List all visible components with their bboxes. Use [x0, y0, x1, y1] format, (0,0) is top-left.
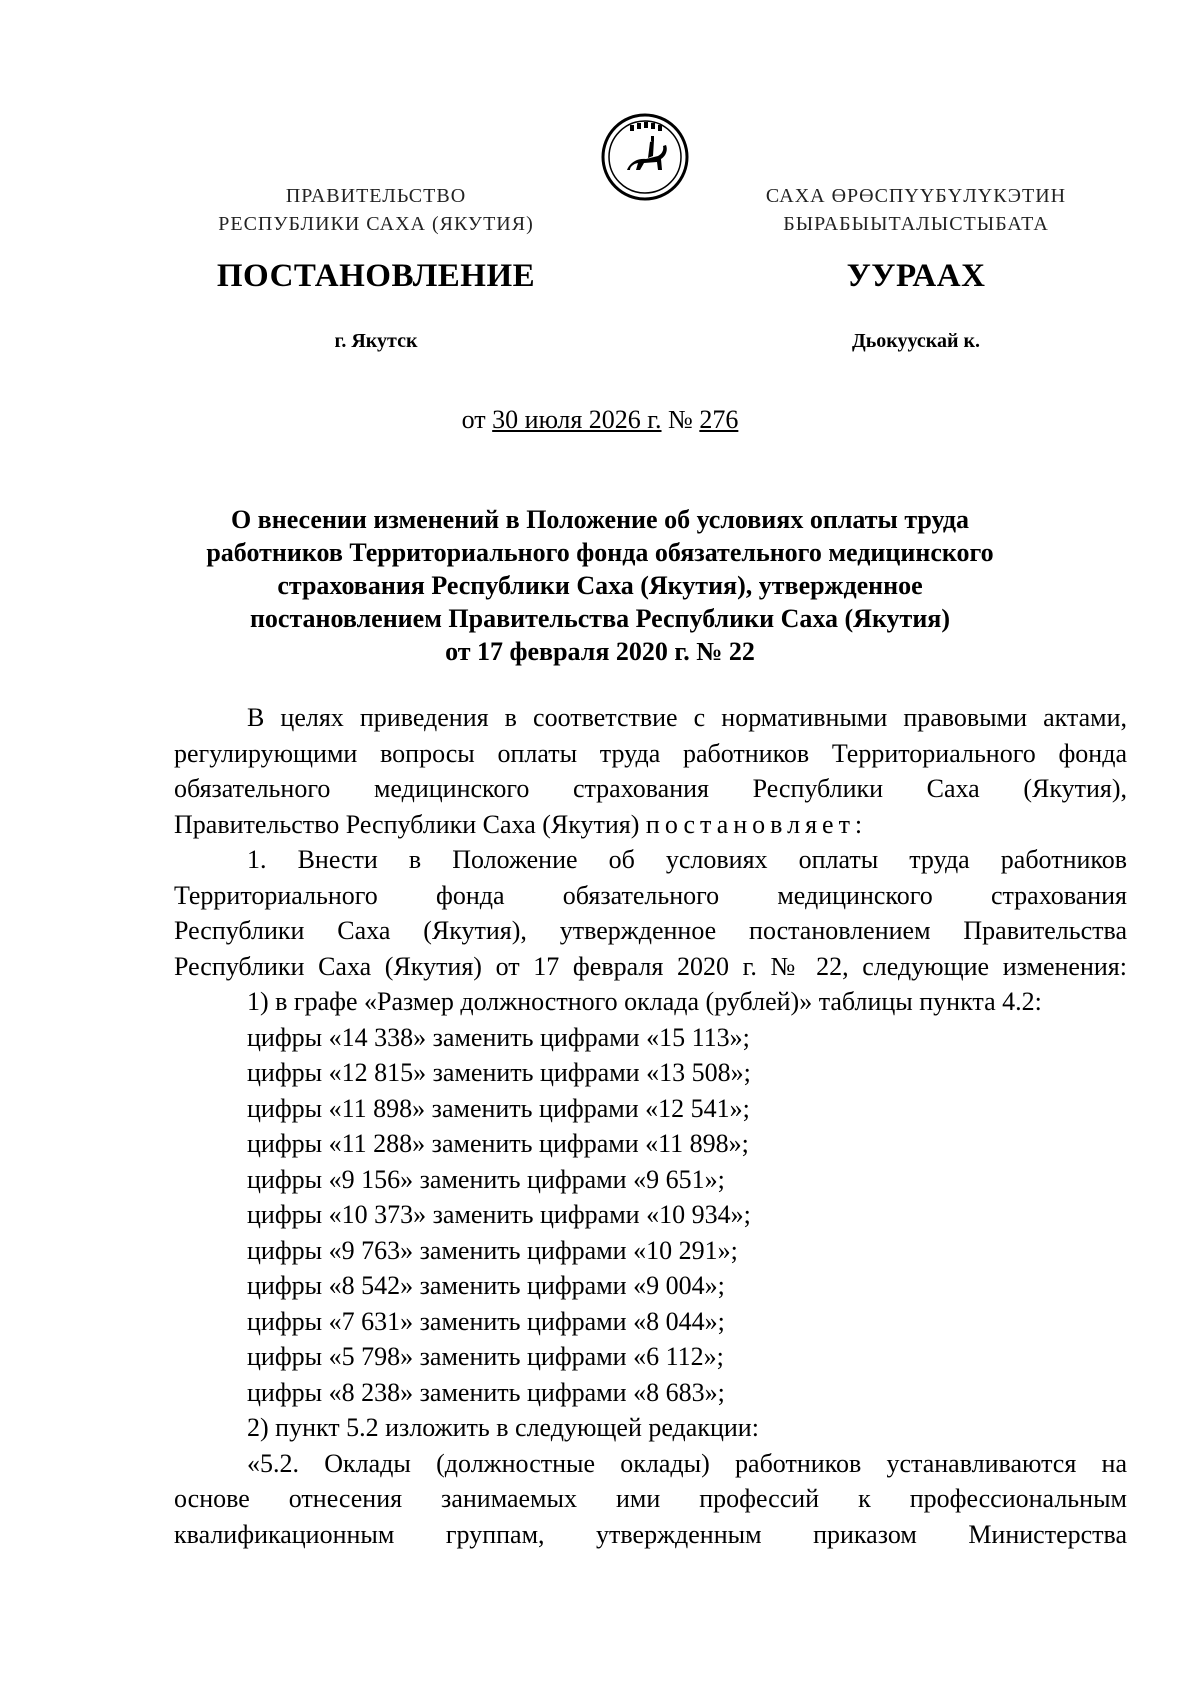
city-ru: г. Якутск: [334, 330, 418, 352]
replacement-line: цифры «11 898» заменить цифрами «12 541»;: [247, 1093, 750, 1123]
issuer-ru: [166, 182, 586, 238]
issuer-ru-line2: РЕСПУБЛИКИ САХА (ЯКУТИЯ): [218, 213, 534, 235]
clause-1-line: Республики Саха (Якутия) от 17 февраля 2020 г. № 22, следующие изменения:: [174, 951, 1127, 981]
document-date: 30 июля 2026 г.: [492, 405, 662, 434]
issuer-sah-line1: САХА ӨРӨСПҮҮБҮЛҮКЭТИН: [765, 185, 1067, 207]
replacement-line: цифры «12 815» заменить цифрами «13 508»;: [247, 1058, 751, 1087]
replacement-line: цифры «14 338» заменить цифрами «15 113»;: [247, 1022, 750, 1052]
date-number-line: [0, 405, 1200, 435]
title-line: страхования Республики Саха (Якутия), утвержденное: [277, 571, 923, 600]
clause-1-line: Территориального фонда обязательного медицинского страхования: [174, 880, 1127, 910]
document-title: [170, 503, 1030, 668]
document-body: [174, 700, 1127, 1552]
preamble-line: регулирующими вопросы оплаты труда работников Территориального фонда: [174, 738, 1127, 768]
clause-5-2-line: квалификационным группам, утвержденным приказом Министерства: [174, 1519, 1127, 1549]
replacement-line: цифры «7 631» заменить цифрами «8 044»;: [247, 1306, 725, 1336]
preamble-line: В целях приведения в соответствие с нормативными правовыми актами,: [247, 703, 1127, 732]
issuer-sah-line2: БЫРАБЫЫТАЛЫСТЫБАТА: [783, 213, 1049, 235]
title-line: О внесении изменений в Положение об условиях оплаты труда: [230, 505, 970, 534]
title-line: от 17 февраля 2020 г. № 22: [445, 637, 755, 666]
preamble-line: обязательного медицинского страхования Республики Саха (Якутия),: [174, 774, 1127, 803]
date-prefix: от: [461, 405, 493, 434]
issuer-ru-line1: ПРАВИТЕЛЬСТВО: [285, 185, 467, 207]
replacement-line: цифры «9 156» заменить цифрами «9 651»;: [247, 1164, 725, 1194]
clause-1-line: Республики Саха (Якутия), утвержденное постановлением Правительства: [174, 916, 1127, 945]
city-sah: Дьокуускай к.: [851, 330, 981, 352]
replacement-line: цифры «10 373» заменить цифрами «10 934»;: [247, 1200, 751, 1229]
preamble-last-text: Правительство Республики Саха (Якутия): [174, 809, 646, 839]
doc-type-sah: УУРААХ: [846, 258, 986, 294]
subitem-1: 1) в графе «Размер должностного оклада (рублей)» таблицы пункта 4.2:: [247, 987, 1042, 1016]
clause-5-2-line: основе отнесения занимаемых ими профессий к профессиональным: [174, 1484, 1127, 1513]
replacement-line: цифры «8 238» заменить цифрами «8 683»;: [247, 1377, 725, 1407]
clause-5-2-line: «5.2. Оклады (должностные оклады) работников устанавливаются на: [247, 1448, 1127, 1478]
resolves-word: постановляет:: [645, 809, 868, 839]
issuer-sah: [706, 182, 1126, 238]
title-line: постановлением Правительства Республики Саха (Якутия): [249, 604, 951, 633]
replacement-line: цифры «8 542» заменить цифрами «9 004»;: [247, 1271, 725, 1300]
subitem-2: 2) пункт 5.2 изложить в следующей редакции:: [247, 1413, 759, 1442]
title-line: работников Территориального фонда обязательного медицинского: [206, 538, 994, 567]
doc-type-ru: ПОСТАНОВЛЕНИЕ: [216, 258, 536, 294]
coat-of-arms-emblem: [600, 112, 690, 202]
replacement-line: цифры «11 288» заменить цифрами «11 898»;: [247, 1129, 749, 1158]
replacement-line: цифры «9 763» заменить цифрами «10 291»;: [247, 1235, 738, 1265]
clause-1-line: 1. Внести в Положение об условиях оплаты труда работников: [247, 845, 1127, 874]
replacement-line: цифры «5 798» заменить цифрами «6 112»;: [247, 1342, 724, 1371]
number-sign: №: [661, 405, 700, 434]
document-number: 276: [699, 405, 739, 434]
preamble-last-line: [174, 807, 1127, 843]
